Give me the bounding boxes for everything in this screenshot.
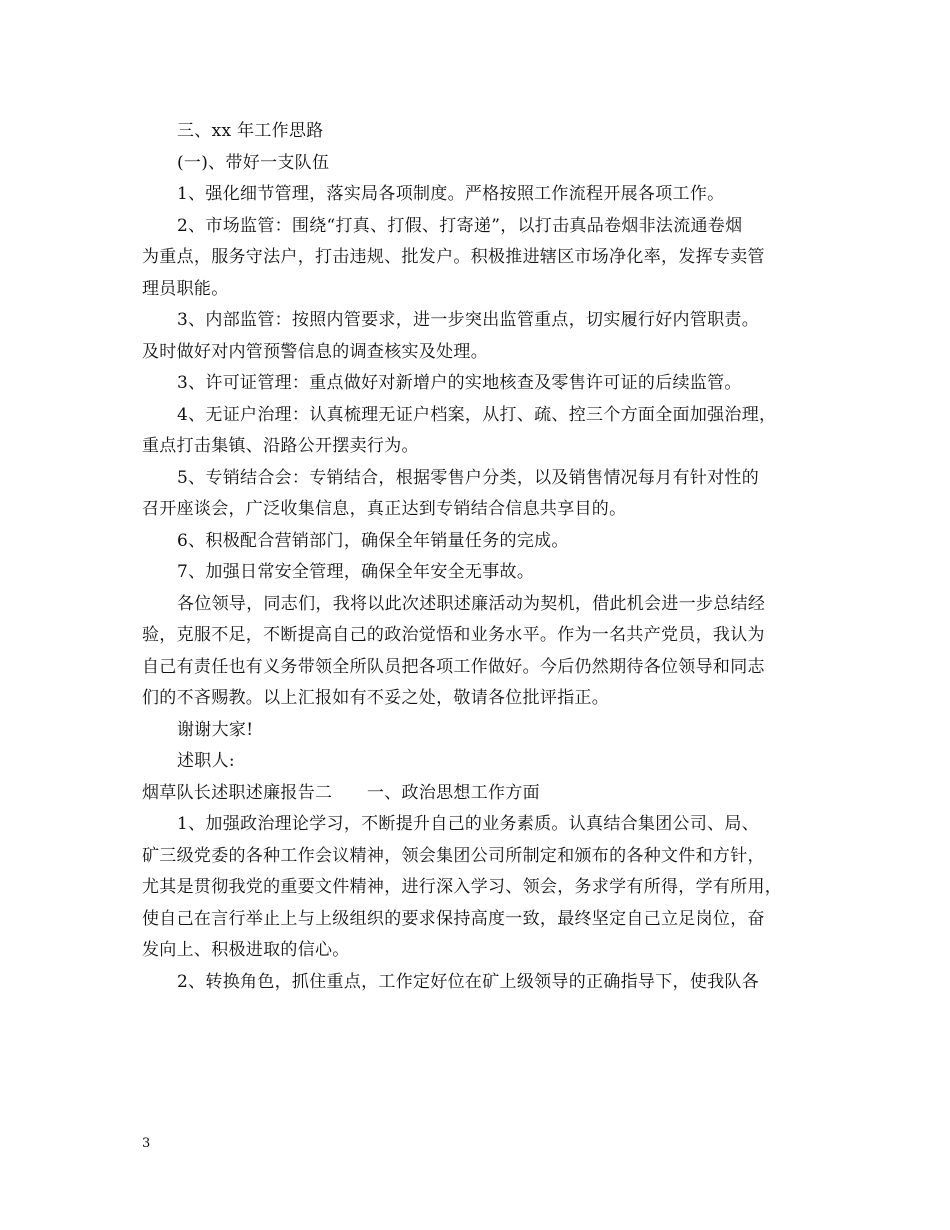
paragraph-line: 重点打击集镇、沿路公开摆卖行为。 [142,436,419,456]
paragraph-line: 矿三级党委的各种工作会议精神，领会集团公司所制定和颁布的各种文件和方针， [142,845,765,866]
closing-thanks: 谢谢大家! [177,719,254,740]
report-heading: 烟草队长述职述廉报告二 一、政治思想工作方面 [142,782,540,803]
paragraph-line: 4、无证户治理：认真梳理无证户档案，从打、疏、控三个方面全面加强治理， [177,404,777,425]
subsection-heading: (一)、带好一支队伍 [177,152,330,173]
paragraph-line: 5、专销结合会：专销结合，根据零售户分类，以及销售情况每月有针对性的 [177,467,760,488]
signature-label: 述职人: [177,751,235,771]
section-heading: 三、xx 年工作思路 [177,121,324,141]
paragraph-line: 6、积极配合营销部门，确保全年销量任务的完成。 [177,530,569,551]
paragraph-line: 1、加强政治理论学习，不断提升自己的业务素质。认真结合集团公司、局、 [177,814,760,834]
paragraph-line: 1、强化细节管理，落实局各项制度。严格按照工作流程开展各项工作。 [177,184,725,204]
paragraph-line: 召开座谈会，广泛收集信息，真正达到专销结合信息共享目的。 [142,499,627,519]
paragraph-line: 理员职能。 [142,278,229,299]
page-number: 3 [142,1136,151,1151]
paragraph-line: 2、市场监管：围绕“打真、打假、打寄递”，以打击真品卷烟非法流通卷烟 [177,215,743,236]
paragraph-line: 尤其是贯彻我党的重要文件精神，进行深入学习、领会，务求学有所得，学有所用， [142,877,783,897]
paragraph-line: 3、许可证管理：重点做好对新增户的实地核查及零售许可证的后续监管。 [177,373,742,393]
paragraph-line: 为重点，服务守法户，打击违规、批发户。积极推进辖区市场净化率，发挥专卖管 [142,247,765,267]
paragraph-line: 3、内部监管：按照内管要求，进一步突出监管重点，切实履行好内管职责。 [177,310,760,330]
paragraph-line: 2、转换角色，抓住重点，工作定好位在矿上级领导的正确指导下，使我队各 [177,971,760,992]
document-body [142,116,814,998]
paragraph-line: 使自己在言行举止上与上级组织的要求保持高度一致，最终坚定自己立足岗位，奋 [142,908,765,929]
paragraph-line: 及时做好对内管预警信息的调查核实及处理。 [142,341,488,362]
paragraph-line: 自己有责任也有义务带领全所队员把各项工作做好。今后仍然期待各位领导和同志 [142,656,765,677]
paragraph-line: 们的不吝赐教。以上汇报如有不妥之处，敬请各位批评指正。 [142,688,610,708]
paragraph-line: 各位领导，同志们，我将以此次述职述廉活动为契机，借此机会进一步总结经 [177,593,766,614]
paragraph-line: 发向上、积极进取的信心。 [142,940,350,960]
paragraph-line: 验，克服不足，不断提高自己的政治觉悟和业务水平。作为一名共产党员，我认为 [142,625,765,645]
paragraph-line: 7、加强日常安全管理，确保全年安全无事故。 [177,562,535,582]
